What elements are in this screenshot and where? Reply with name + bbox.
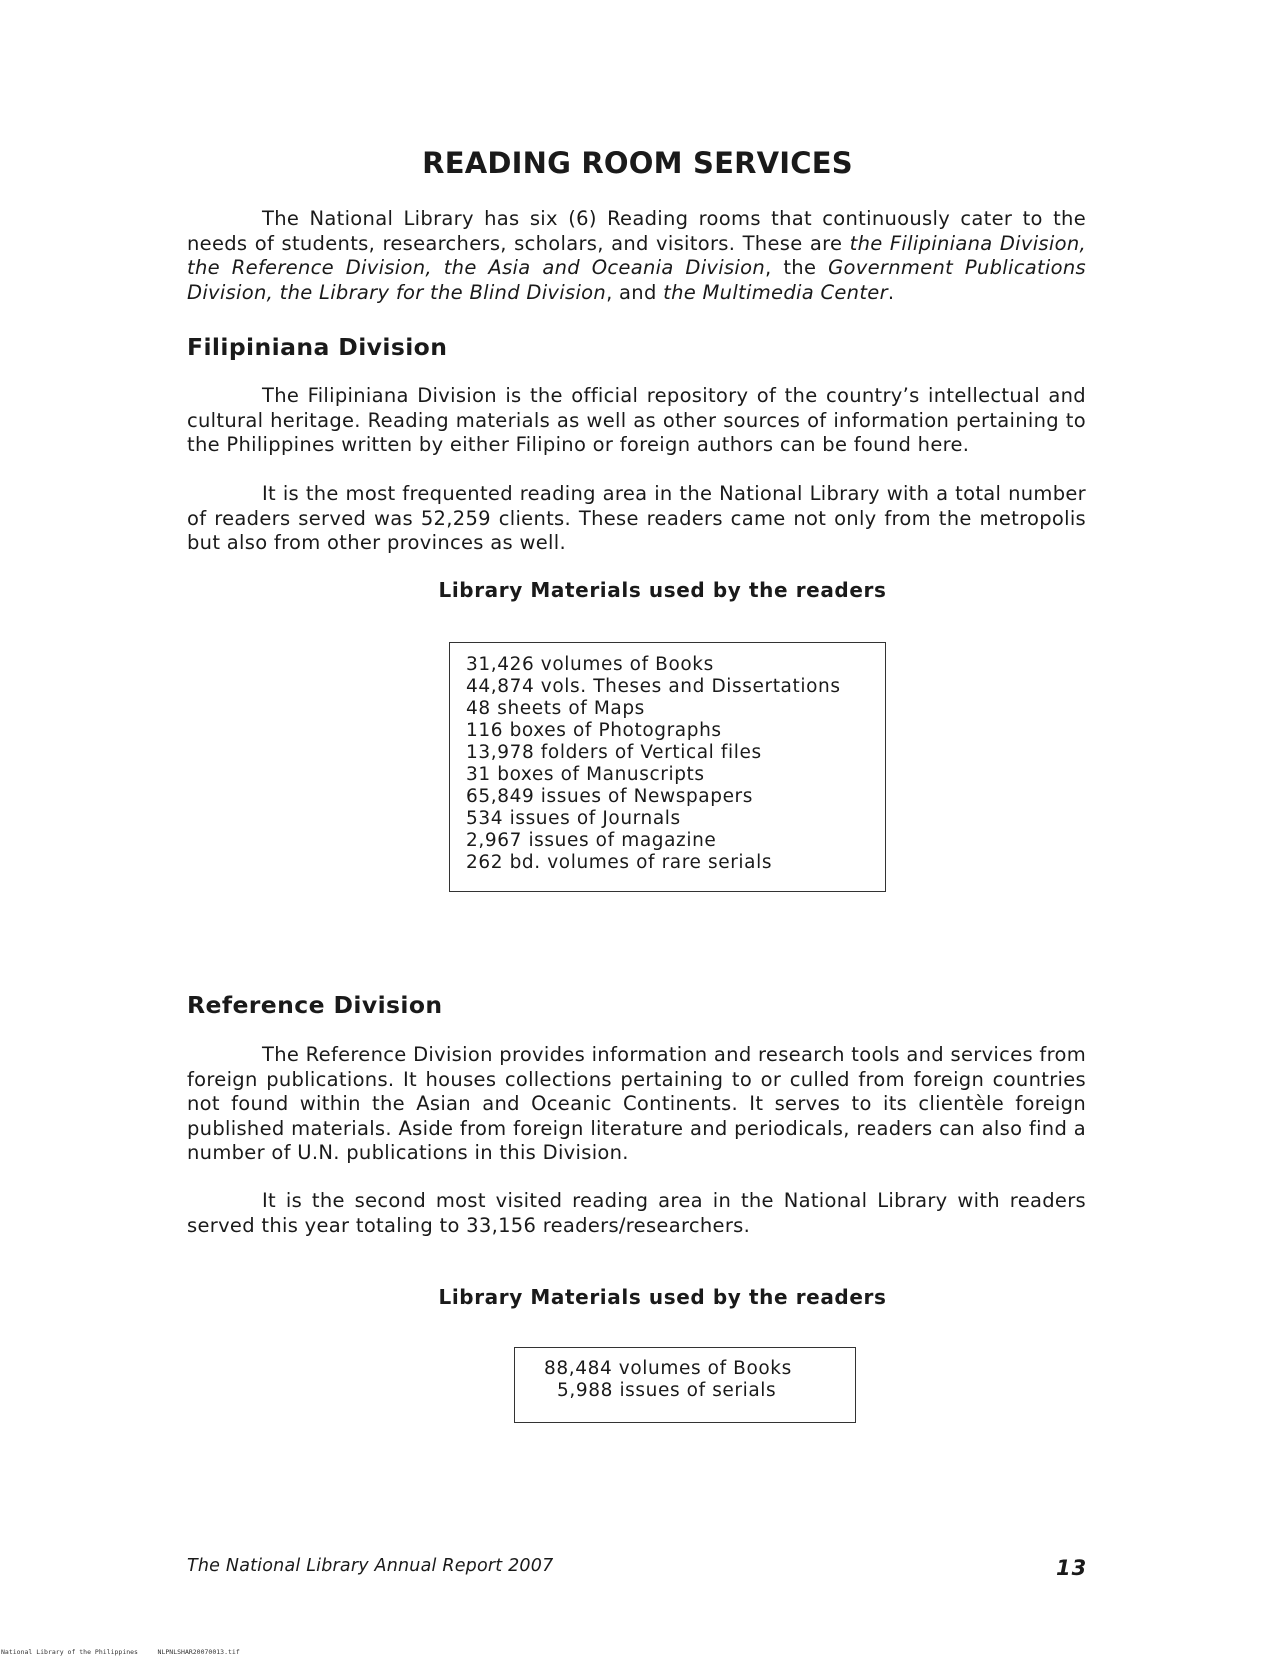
reference-materials-title: Library Materials used by the readers bbox=[438, 1285, 887, 1309]
list-item: 65,849 issues of Newspapers bbox=[466, 786, 754, 807]
list-item: 31 boxes of Manuscripts bbox=[466, 764, 705, 785]
list-item: 5,988 issues of serials bbox=[557, 1380, 777, 1401]
scan-caption bbox=[1, 1648, 240, 1656]
reference-heading: Reference Division bbox=[187, 991, 443, 1019]
list-item: 262 bd. volumes of rare serials bbox=[466, 852, 773, 873]
page-title: READING ROOM SERVICES bbox=[422, 146, 853, 180]
intro-text-1: The National Library has six (6) Reading rooms that continuously cater to the needs of students, researchers, scholars, and visitors. These are bbox=[187, 207, 1086, 255]
reference-paragraph-2: It is the second most visited reading area in the National Library with readers served this year totaling to 33,156 readers/researchers. bbox=[187, 1189, 1086, 1237]
list-item: 534 issues of Journals bbox=[466, 808, 681, 829]
filipiniana-paragraph-1: The Filipiniana Division is the official repository of the country’s intellectual and cultural heritage. Reading materials as well as other sources of information pertaining to the Philippines written by either Filipino or foreign authors can be found here. bbox=[187, 384, 1086, 456]
scan-caption-source: National Library of the Philippines bbox=[1, 1648, 138, 1656]
intro-text-2: , the bbox=[765, 256, 829, 279]
list-item: 13,978 folders of Vertical files bbox=[466, 742, 762, 763]
filipiniana-paragraph-2: It is the most frequented reading area in the National Library with a total number of readers served was 52,259 clients. These readers came not only from the metropolis but also from other provinces as well. bbox=[187, 482, 1086, 554]
scan-caption-file: NLPNLSHAR20070013.tif bbox=[157, 1648, 240, 1656]
intro-text-4: . bbox=[887, 280, 895, 304]
reference-paragraph-1: The Reference Division provides information and research tools and services from foreign publications. It houses collections pertaining to or culled from foreign countries not found within the Asian and Oceanic Continents. It serves to its clientèle foreign published materials. Aside from foreign literature and periodicals, readers can also find a number of U.N. publications in this Division. bbox=[187, 1043, 1086, 1164]
intro-italic-3: the Multimedia Center bbox=[663, 280, 888, 304]
filipiniana-materials-title: Library Materials used by the readers bbox=[438, 578, 887, 602]
footer-report-title: The National Library Annual Report 2007 bbox=[187, 1556, 554, 1576]
list-item: 31,426 volumes of Books bbox=[466, 654, 714, 675]
intro-paragraph bbox=[187, 207, 1086, 305]
intro-italic-1: the Filipiniana Division, the Reference Division, the Asia and Oceania Division bbox=[187, 231, 1087, 279]
list-item: 88,484 volumes of Books bbox=[544, 1358, 792, 1379]
list-item: 48 sheets of Maps bbox=[466, 698, 645, 719]
list-item: 2,967 issues of magazine bbox=[466, 830, 717, 851]
list-item: 116 boxes of Photographs bbox=[466, 720, 722, 741]
list-item: 44,874 vols. Theses and Dissertations bbox=[466, 676, 841, 697]
intro-italic-2: Government Publications Division, the Library for the Blind Division bbox=[187, 256, 1086, 304]
filipiniana-materials-box bbox=[449, 642, 886, 892]
filipiniana-heading: Filipiniana Division bbox=[187, 333, 448, 361]
intro-text-3: , and bbox=[606, 280, 664, 304]
page-number: 13 bbox=[1056, 1556, 1088, 1580]
reference-materials-box bbox=[514, 1347, 856, 1423]
